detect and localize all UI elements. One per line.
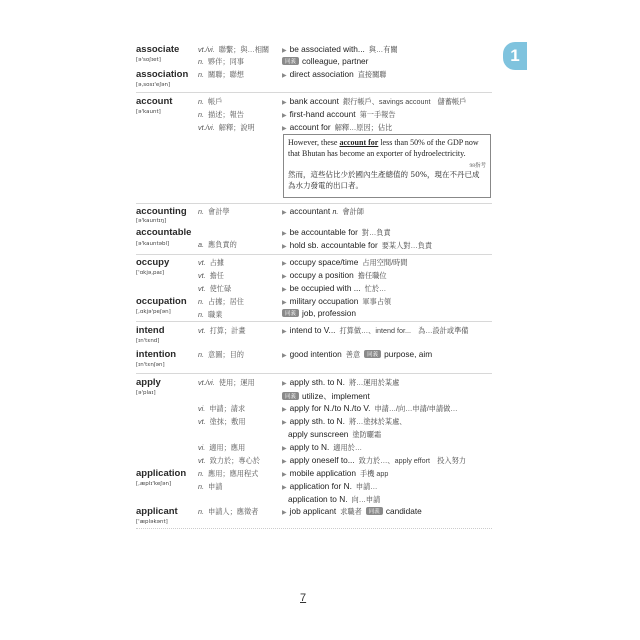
part-of-speech: n. bbox=[198, 57, 204, 66]
triangle-icon: ▶ bbox=[282, 446, 287, 452]
sense-zh: 應負責的 bbox=[208, 240, 237, 249]
phrase-zh: 將…運用於某處 bbox=[348, 378, 400, 387]
pronunciation: [ə'kaunt] bbox=[136, 109, 161, 115]
headword: apply bbox=[136, 377, 161, 388]
triangle-icon: ▶ bbox=[282, 472, 287, 478]
sense-zh: 夥伴；同事 bbox=[208, 57, 244, 66]
pronunciation: [ɪn'tɛnʃən] bbox=[136, 362, 165, 368]
phrase-zh: 軍事占領 bbox=[362, 297, 392, 306]
sense-zh: 致力於；專心於 bbox=[209, 456, 260, 465]
triangle-icon: ▶ bbox=[282, 100, 287, 106]
sense bbox=[198, 350, 244, 360]
phrase-en: military occupation bbox=[289, 296, 359, 306]
pronunciation: [ə'soʃɪet] bbox=[136, 57, 161, 63]
sense bbox=[198, 326, 246, 336]
sense bbox=[198, 456, 260, 466]
part-of-speech: vt. bbox=[198, 417, 206, 426]
part-of-speech: n. bbox=[198, 207, 204, 216]
phrase bbox=[282, 349, 432, 360]
phrase-en: utilize、implement bbox=[302, 391, 370, 401]
synonym-tag: 同義 bbox=[282, 392, 299, 400]
phrase-en: apply oneself to... bbox=[289, 455, 355, 465]
phrase-en: be occupied with ... bbox=[289, 283, 361, 293]
part-of-speech: vt. bbox=[198, 326, 206, 335]
phrase-en: candidate bbox=[385, 506, 422, 516]
part-of-speech: vt./vi. bbox=[198, 45, 215, 54]
example-text: less than 50% of the GDP now that Bhutan has become an exporter of hydroelectricity. bbox=[288, 138, 479, 158]
phrase bbox=[282, 403, 458, 414]
pronunciation: [ə,sosɪ'eʃən] bbox=[136, 82, 171, 88]
phrase bbox=[282, 206, 364, 217]
phrase-en: job, profession bbox=[302, 308, 356, 318]
phrase-en: apply to N. bbox=[289, 442, 330, 452]
sense-zh: 申請人；應徵者 bbox=[208, 507, 259, 516]
phrase bbox=[282, 325, 468, 336]
divider bbox=[136, 528, 492, 529]
phrase bbox=[282, 257, 407, 268]
divider bbox=[136, 373, 492, 374]
sense bbox=[198, 57, 244, 67]
headword: application bbox=[136, 468, 187, 479]
part-of-speech: n. bbox=[198, 97, 204, 106]
phrase-zh: 第一手報告 bbox=[359, 110, 396, 119]
sense-zh: 解釋；說明 bbox=[218, 123, 255, 132]
divider bbox=[136, 92, 492, 93]
sense bbox=[198, 271, 224, 281]
sense bbox=[198, 284, 231, 294]
example-sentence bbox=[288, 137, 486, 159]
example-translation: 然而，這些佔比少於國內生產總值的 50%，現在不丹已成為水力發電的出口者。 bbox=[288, 170, 480, 190]
sense bbox=[198, 482, 222, 492]
phrase-zh: 打算做…、intend for... 為…設計或準備 bbox=[339, 326, 469, 335]
sense-zh: 申請 bbox=[208, 482, 223, 491]
phrase-en: good intention bbox=[289, 349, 342, 359]
phrase bbox=[282, 377, 399, 388]
phrase-zh: 手機 app bbox=[360, 469, 389, 478]
part-of-speech: vt. bbox=[198, 284, 206, 293]
sense-zh: 意圖；目的 bbox=[208, 350, 244, 359]
phrase-en: apply sth. to N. bbox=[289, 416, 345, 426]
phrase-en: mobile application bbox=[289, 468, 357, 478]
divider bbox=[136, 254, 492, 255]
phrase bbox=[282, 296, 391, 307]
part-of-speech: n. bbox=[198, 110, 204, 119]
headword: intend bbox=[136, 325, 165, 336]
phrase bbox=[288, 429, 381, 440]
triangle-icon: ▶ bbox=[282, 126, 287, 132]
synonym-tag: 同義 bbox=[282, 309, 299, 317]
phrase bbox=[282, 270, 387, 281]
triangle-icon: ▶ bbox=[282, 353, 287, 359]
synonym-tag: 同義 bbox=[366, 507, 383, 515]
phrase-en: application for N. bbox=[289, 481, 352, 491]
pronunciation: [ə'kauntəbl] bbox=[136, 241, 170, 247]
sense-zh: 占據 bbox=[209, 258, 224, 267]
part-of-speech: vi. bbox=[198, 404, 206, 413]
phrase-en: accountant bbox=[289, 206, 331, 216]
phrase-en: be associated with... bbox=[289, 44, 365, 54]
part-of-speech: vt./vi. bbox=[198, 378, 215, 387]
phrase-zh: 善意 bbox=[345, 350, 361, 359]
triangle-icon: ▶ bbox=[282, 407, 287, 413]
phrase-en: bank account bbox=[289, 96, 339, 106]
sense bbox=[198, 378, 255, 388]
part-of-speech: n. bbox=[198, 310, 204, 319]
pronunciation: [,ɑkjə'peʃən] bbox=[136, 309, 171, 315]
phrase-en: apply sth. to N. bbox=[289, 377, 345, 387]
triangle-icon: ▶ bbox=[282, 244, 287, 250]
phrase bbox=[282, 96, 466, 107]
example-source: 98指考 bbox=[469, 163, 486, 169]
example-highlight: account for bbox=[339, 138, 379, 147]
triangle-icon: ▶ bbox=[282, 231, 287, 237]
sense-zh: 使用；運用 bbox=[218, 378, 255, 387]
phrase bbox=[282, 56, 368, 66]
sense-zh: 適用；應用 bbox=[209, 443, 246, 452]
triangle-icon: ▶ bbox=[282, 485, 287, 491]
triangle-icon: ▶ bbox=[282, 420, 287, 426]
phrase-en: occupy a position bbox=[289, 270, 354, 280]
sense bbox=[198, 443, 245, 453]
phrase-en: occupy space/time bbox=[289, 257, 359, 267]
pronunciation: [ə'kauntɪŋ] bbox=[136, 218, 167, 224]
sense-zh: 帳戶 bbox=[208, 97, 223, 106]
phrase-en: application to N. bbox=[288, 494, 348, 504]
triangle-icon: ▶ bbox=[282, 48, 287, 54]
sense-zh: 打算；計畫 bbox=[209, 326, 246, 335]
phrase-en: account for bbox=[289, 122, 331, 132]
part-of-speech: n. bbox=[198, 482, 204, 491]
phrase-en: first-hand account bbox=[289, 109, 356, 119]
triangle-icon: ▶ bbox=[282, 287, 287, 293]
phrase bbox=[282, 442, 362, 453]
sense bbox=[198, 110, 244, 120]
phrase-zh: 將…塗抹於某處、 bbox=[348, 417, 407, 426]
headword: intention bbox=[136, 349, 177, 360]
phrase-zh: 擔任職位 bbox=[357, 271, 387, 280]
phrase bbox=[282, 44, 398, 55]
part-of-speech: vt. bbox=[198, 456, 206, 465]
phrase bbox=[282, 481, 377, 492]
phrase bbox=[282, 240, 432, 251]
phrase bbox=[282, 390, 370, 402]
headword: occupy bbox=[136, 257, 170, 268]
sense-zh: 申請；請求 bbox=[209, 404, 246, 413]
part-of-speech: n. bbox=[198, 350, 204, 359]
phrase bbox=[282, 468, 388, 479]
phrase bbox=[282, 416, 406, 427]
sense bbox=[198, 45, 269, 55]
sense-zh: 占據；居住 bbox=[208, 297, 244, 306]
part-of-speech: vt. bbox=[198, 258, 206, 267]
phrase-zh: 會計師 bbox=[342, 207, 364, 216]
phrase-en: apply sunscreen bbox=[288, 429, 349, 439]
sense bbox=[198, 258, 224, 268]
part-of-speech: vt./vi. bbox=[198, 123, 215, 132]
part-of-speech: vt. bbox=[198, 271, 206, 280]
headword: associate bbox=[136, 44, 180, 55]
triangle-icon: ▶ bbox=[282, 381, 287, 387]
synonym-tag: 同義 bbox=[364, 350, 381, 358]
part-of-speech: a. bbox=[198, 240, 204, 249]
sense bbox=[198, 240, 237, 250]
phrase-zh: 忙於… bbox=[364, 284, 387, 293]
sense-zh: 職業 bbox=[208, 310, 223, 319]
example-box bbox=[283, 134, 491, 198]
phrase bbox=[282, 227, 391, 238]
triangle-icon: ▶ bbox=[282, 300, 287, 306]
phrase-en: direct association bbox=[289, 69, 354, 79]
phrase bbox=[282, 506, 422, 517]
triangle-icon: ▶ bbox=[282, 73, 287, 79]
phrase bbox=[282, 122, 392, 133]
part-of-speech: n. bbox=[198, 469, 204, 478]
sense bbox=[198, 123, 255, 133]
headword: occupation bbox=[136, 296, 187, 307]
phrase-zh: 占用空間/時間 bbox=[362, 258, 408, 267]
phrase-zh: 申請…/向…申請/申請做… bbox=[374, 404, 458, 413]
sense-zh: 擔任 bbox=[209, 271, 224, 280]
headword: account bbox=[136, 96, 173, 107]
sense bbox=[198, 297, 244, 307]
phrase-zh: 求職者 bbox=[340, 507, 362, 516]
synonym-tag: 同義 bbox=[282, 57, 299, 65]
phrase-en: intend to V... bbox=[289, 325, 336, 335]
headword: accounting bbox=[136, 206, 187, 217]
divider bbox=[136, 321, 492, 322]
sense bbox=[198, 469, 258, 479]
part-of-speech: n. bbox=[198, 507, 204, 516]
part-of-speech: n. bbox=[332, 209, 339, 216]
sense-zh: 應用；應用程式 bbox=[208, 469, 259, 478]
sense-zh: 關聯；聯想 bbox=[208, 70, 244, 79]
example-text: However, these bbox=[288, 138, 340, 147]
phrase bbox=[282, 455, 466, 466]
phrase-en: hold sb. accountable for bbox=[289, 240, 378, 250]
triangle-icon: ▶ bbox=[282, 210, 287, 216]
pronunciation: ['ɑkjə,paɪ] bbox=[136, 270, 165, 276]
triangle-icon: ▶ bbox=[282, 261, 287, 267]
phrase-en: job applicant bbox=[289, 506, 337, 516]
phrase-en: purpose, aim bbox=[384, 349, 433, 359]
sense bbox=[198, 404, 245, 414]
sense-zh: 描述；報告 bbox=[208, 110, 244, 119]
triangle-icon: ▶ bbox=[282, 510, 287, 516]
phrase bbox=[288, 494, 380, 505]
triangle-icon: ▶ bbox=[282, 113, 287, 119]
phrase-zh: 對…負責 bbox=[361, 228, 391, 237]
phrase bbox=[282, 109, 396, 120]
headword: applicant bbox=[136, 506, 178, 517]
phrase-zh: 與…有關 bbox=[368, 45, 398, 54]
sense bbox=[198, 417, 246, 427]
phrase-zh: 向…申請 bbox=[351, 495, 381, 504]
page-number: 7 bbox=[300, 592, 307, 604]
phrase-en: apply for N./to N./to V. bbox=[289, 403, 371, 413]
triangle-icon: ▶ bbox=[282, 459, 287, 465]
sense bbox=[198, 310, 222, 320]
sense bbox=[198, 97, 222, 107]
pronunciation: ['æpləkənt] bbox=[136, 519, 168, 525]
sense-zh: 使忙碌 bbox=[209, 284, 232, 293]
chapter-tab: 1 bbox=[503, 42, 527, 70]
pronunciation: [ə'plaɪ] bbox=[136, 390, 156, 396]
headword: accountable bbox=[136, 227, 192, 238]
phrase-zh: 致力於…、apply effort 投入努力 bbox=[358, 456, 466, 465]
triangle-icon: ▶ bbox=[282, 329, 287, 335]
sense bbox=[198, 207, 230, 217]
pronunciation: [,æplɪ'keʃən] bbox=[136, 481, 172, 487]
headword: association bbox=[136, 69, 189, 80]
sense-zh: 聯繫；與…相關 bbox=[218, 45, 270, 54]
phrase bbox=[282, 308, 356, 318]
phrase-en: be accountable for bbox=[289, 227, 358, 237]
sense bbox=[198, 507, 258, 517]
phrase-zh: 解釋…原因；佔比 bbox=[334, 123, 393, 132]
sense bbox=[198, 70, 244, 80]
part-of-speech: n. bbox=[198, 70, 204, 79]
part-of-speech: vi. bbox=[198, 443, 206, 452]
phrase-zh: 直接關聯 bbox=[357, 70, 387, 79]
divider bbox=[136, 203, 492, 204]
phrase-zh: 適用於… bbox=[333, 443, 363, 452]
phrase-en: colleague, partner bbox=[302, 56, 369, 66]
sense-zh: 塗抹；敷用 bbox=[209, 417, 246, 426]
phrase bbox=[282, 283, 386, 294]
phrase-zh: 塗防曬霜 bbox=[352, 430, 382, 439]
sense-zh: 會計學 bbox=[208, 207, 230, 216]
pronunciation: [ɪn'tɛnd] bbox=[136, 338, 160, 344]
phrase-zh: 申請… bbox=[355, 482, 378, 491]
phrase-zh: 要某人對…負責 bbox=[381, 241, 433, 250]
part-of-speech: n. bbox=[198, 297, 204, 306]
phrase-zh: 銀行帳戶、savings account 儲蓄帳戶 bbox=[342, 97, 467, 106]
phrase bbox=[282, 69, 387, 80]
triangle-icon: ▶ bbox=[282, 274, 287, 280]
